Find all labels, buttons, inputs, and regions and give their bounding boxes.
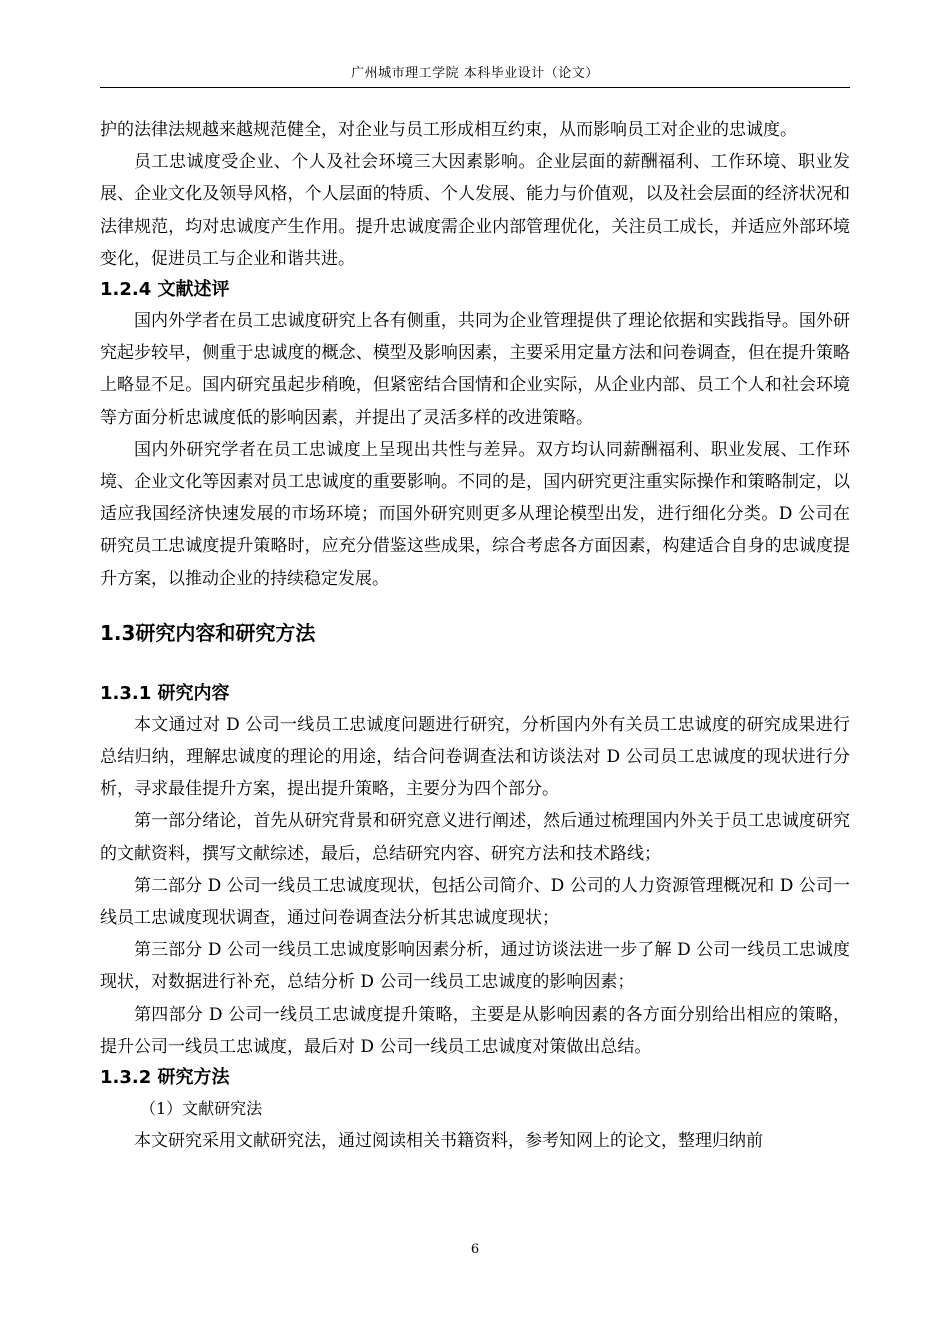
paragraph-review-1: 国内外学者在员工忠诚度研究上各有侧重，共同为企业管理提供了理论依据和实践指导。国外研究起步较早，侧重于忠诚度的概念、模型及影响因素，主要采用定量方法和问卷调查，但在提升策略上略显不足。国内研究虽起步稍晚，但紧密结合国情和企业实际，从企业内部、员工个人和社会环境等方面分析忠诚度低的影响因素，并提出了灵活多样的改进策略。 [100,311,850,428]
header-rule [100,87,850,88]
page-number: 6 [470,1242,480,1257]
section-heading-1-3-1: 1.3.1 研究内容 [100,682,230,704]
paragraph-part-1: 第一部分绪论，首先从研究背景和研究意义进行阐述，然后通过梳理国内外关于员工忠诚度研究的文献资料，撰写文献综述，最后，总结研究内容、研究方法和技术路线； [100,811,850,864]
page-body [100,114,850,1157]
paragraph-influencing-factors: 员工忠诚度受企业、个人及社会环境三大因素影响。企业层面的薪酬福利、工作环境、职业发展、企业文化及领导风格，个人层面的特质、个人发展、能力与价值观，以及社会层面的经济状况和法律规范，均对忠诚度产生作用。提升忠诚度需企业内部管理优化，关注员工成长，并适应外部环境变化，促进员工与企业和谐共进。 [100,152,850,269]
paragraph-part-4: 第四部分 D 公司一线员工忠诚度提升策略，主要是从影响因素的各方面分别给出相应的策略，提升公司一线员工忠诚度，最后对 D 公司一线员工忠诚度对策做出总结。 [100,1004,850,1057]
paragraph-literature-method: 本文研究采用文献研究法，通过阅读相关书籍资料，参考知网上的论文，整理归纳前 [134,1131,763,1152]
section-heading-1-3: 1.3研究内容和研究方法 [100,620,316,645]
section-heading-1-3-2: 1.3.2 研究方法 [100,1067,230,1089]
paragraph-research-content: 本文通过对 D 公司一线员工忠诚度问题进行研究，分析国内外有关员工忠诚度的研究成果进行总结归纳，理解忠诚度的理论的用途，结合问卷调查法和访谈法对 D 公司员工忠诚度的现状进行分析，寻求最佳提升方案，提出提升策略，主要分为四个部分。 [100,714,850,800]
paragraph-part-3: 第三部分 D 公司一线员工忠诚度影响因素分析，通过访谈法进一步了解 D 公司一线员工忠诚度现状，对数据进行补充，总结分析 D 公司一线员工忠诚度的影响因素； [100,940,850,993]
method-item-1: （1）文献研究法 [140,1099,263,1119]
paragraph-part-2: 第二部分 D 公司一线员工忠诚度现状，包括公司简介、D 公司的人力资源管理概况和 D 公司一线员工忠诚度现状调查，通过问卷调查法分析其忠诚度现状； [100,875,850,929]
running-header: 广州城市理工学院 本科毕业设计（论文） [351,66,599,81]
continued-paragraph: 护的法律法规越来越规范健全，对企业与员工形成相互约束，从而影响员工对企业的忠诚度。 [100,120,797,140]
paragraph-review-2: 国内外研究学者在员工忠诚度上呈现出共性与差异。双方均认同薪酬福利、职业发展、工作环境、企业文化等因素对员工忠诚度的重要影响。不同的是，国内研究更注重实际操作和策略制定，以适应我国经济快速发展的市场环境；而国外研究则更多从理论模型出发，进行细化分类。D 公司在研究员工忠诚度提升策略时，应充分借鉴这些成果，综合考虑各方面因素，构建适合自身的忠诚度提升方案，以推动企业的持续稳定发展。 [100,439,850,589]
section-heading-1-2-4: 1.2.4 文献述评 [100,279,230,301]
